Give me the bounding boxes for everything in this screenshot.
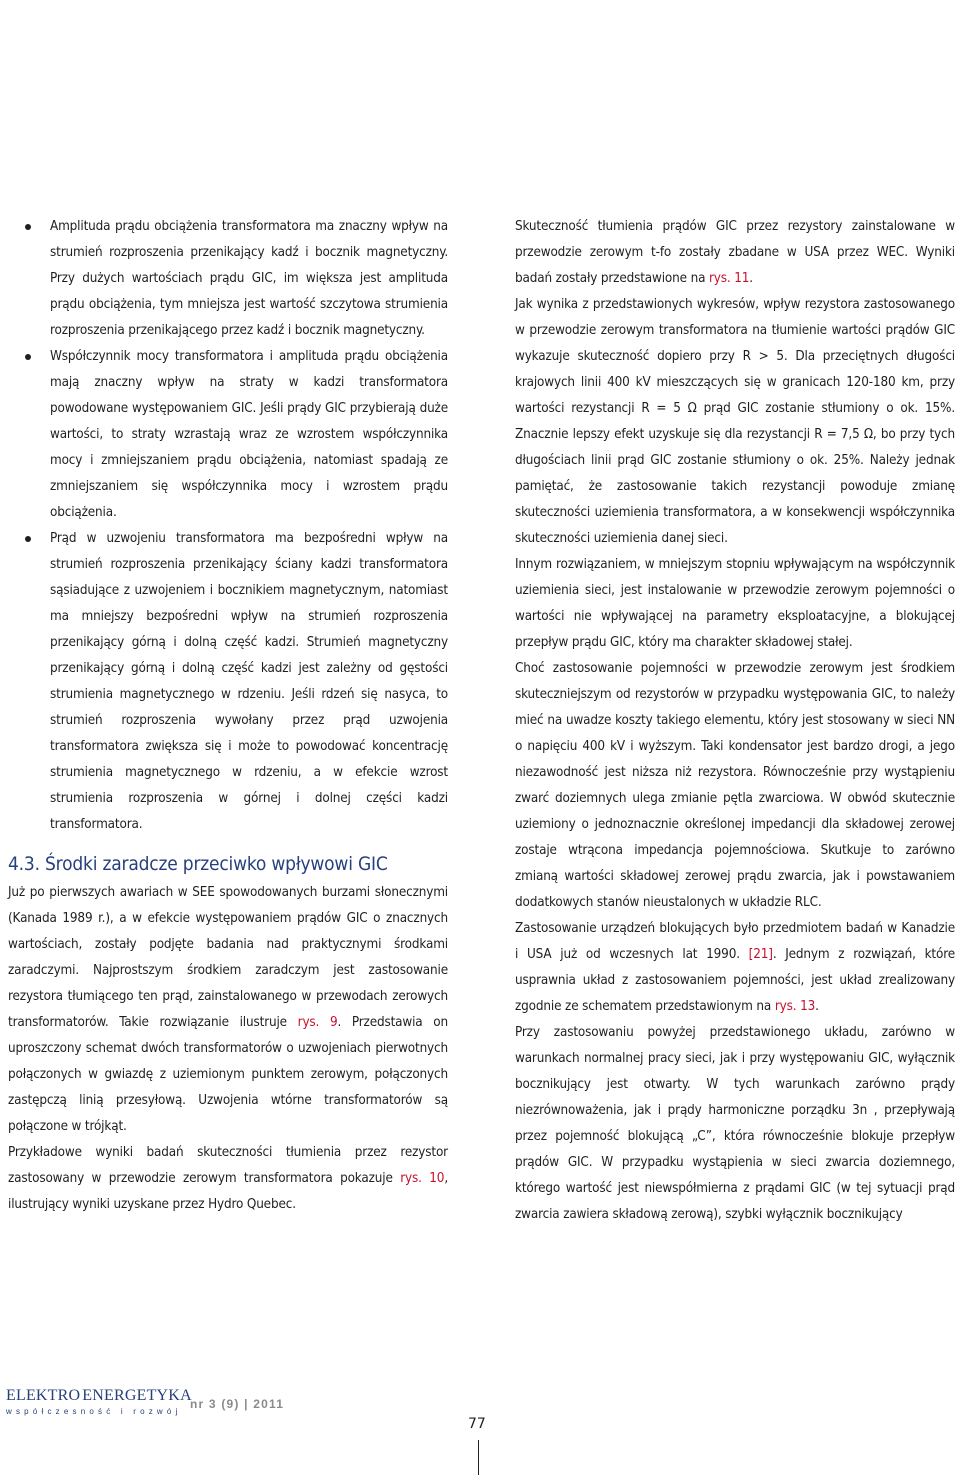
page-number-rule [478,1440,479,1475]
journal-logo [6,1387,192,1416]
logo-text-right: ENERGETYKA [82,1387,192,1404]
paragraph [8,1140,448,1218]
page-number: 77 [468,1416,486,1432]
left-column [8,214,448,1218]
paragraph-text: , ilustrujący wyniki uzyskane przez Hydro Quebec. [8,1171,449,1212]
paragraph-text: . [749,271,753,286]
logo-wordmark [6,1387,192,1405]
paragraph: Innym rozwiązaniem, w mniejszym stopniu wpływającym na współczynnik uziemienia sieci, jest instalowanie w przewodzie zerowym pojemności o wartości nie wpływającej na parametry eksploatacyjne, a blokującej przepływ prądu GIC, który ma charakter składowej stałej. [515,557,955,650]
paragraph [515,214,955,292]
figure-reference[interactable]: rys. 9 [297,1015,338,1030]
paragraph-text: Już po pierwszych awariach w SEE spowodowanych burzami słonecznymi (Kanada 1989 r.), a w efekcie występowaniem prądów GIC o znacznych wartościach, zostały podjęte badania nad praktycznymi środkami zaradczymi. Najprostszym środkiem zaradczym jest zastosowanie rezystora tłumiącego ten prąd, zainstalowanego w przewodach zerowych transformatorów. Takie rozwiązanie ilustruje [8,885,448,1030]
bullet-item: Prąd w uzwojeniu transformatora ma bezpośredni wpływ na strumień rozproszenia przenikający ściany kadzi transformatora sąsiadujące z uzwojeniem i bocznikiem magnetycznym, natomiast ma mniejszy bezpośredni wpływ na strumień rozproszenia przenikający górną i dolną część kadzi. Strumień magnetyczny przenikający górną i dolną część kadzi jest zależny od gęstości strumienia magnetycznego w rdzeniu. Jeśli rdzeń się nasyca, to strumień rozproszenia wywołany przez prąd uzwojenia transformatora zwiększa się i może to powodować koncentrację strumienia magnetycznego w rdzeniu, a w efekcie wzrost strumienia rozproszenia w górnej i dolnej części kadzi transformatora. [8,526,448,838]
paragraph: Choć zastosowanie pojemności w przewodzie zerowym jest środkiem skuteczniejszym od rezystorów w przypadku występowania GIC, to należy mieć na uwadze koszty takiego elementu, który jest stosowany w sieci NN o napięciu 400 kV i wyższym. Taki kondensator jest bardzo drogi, a jego niezawodność jest niższa niż rezystora. Równocześnie przy wystąpieniu zwarć doziemnych ulega zmianie pętla zwarciowa. W obwód skutecznie uziemiony o jednoznacznie określonej impedancji dla składowej zerowej zostaje wtrącona impedancja pojemnościowa. Skutkuje to zarówno zmianą wartości składowej zerowej prądu zwarcia, jak i powstawaniem dodatkowych stanów nieustalonych w układzie RLC. [515,661,955,910]
bullet-list [8,214,448,838]
logo-text-left: ELEKTRO [6,1387,81,1404]
issue-label: nr 3 (9) | 2011 [190,1397,285,1411]
paragraph-text: . [815,999,819,1014]
paragraph [515,916,955,1020]
citation-reference[interactable]: [21] [748,947,773,962]
paragraph: Jak wynika z przedstawionych wykresów, wpływ rezystora zastosowanego w przewodzie zerowym transformatora na tłumienie wartości prądów GIC wykazuje skuteczność dopiero przy R > 5. Dla przeciętnych długości krajowych linii 400 kV mieszczących się w granicach 120-180 km, przy wartości rezystancji R = 5 Ω prąd GIC zostanie stłumiony o ok. 15%. Znacznie lepszy efekt uzyskuje się dla rezystancji R = 7,5 Ω, bo przy tych długościach linii prąd GIC zostanie stłumiony o ok. 25%. Należy jednak pamiętać, że zastosowanie takich rezystancji powoduje zmianę skuteczności uziemienia transformatora, a w konsekwencji współczynnika skuteczności uziemienia danej sieci. [515,297,955,546]
bullet-item: Współczynnik mocy transformatora i amplituda prądu obciążenia mają znaczny wpływ na straty w kadzi transformatora powodowane występowaniem GIC. Jeśli prądy GIC przybierają duże wartości, to straty wzrastają wraz ze wzrostem współczynnika mocy i zmniejszaniem prądu obciążenia, natomiast spadają ze zmniejszaniem się współczynnika mocy i wzrostem prądu obciążenia. [8,344,448,526]
paragraph-text: . Przedstawia on uproszczony schemat dwóch transformatorów o uzwojeniach pierwotnych połączonych w gwiazdę z uziemionym punktem zerowym, połączonych zastępczą linią przesyłową. Uzwojenia wtórne transformatorów są połączone w trójkąt. [8,1015,448,1134]
paragraph-text: . Jednym z rozwiązań, które usprawnia układ z zastosowaniem pojemności, jest układ zrealizowany zgodnie ze schematem przedstawionym na [515,947,955,1014]
section-heading: 4.3. Środki zaradcze przeciwko wpływowi GIC [8,853,388,875]
paragraph: Przy zastosowaniu powyżej przedstawionego układu, zarówno w warunkach normalnej pracy sieci, jak i przy występowaniu GIC, wyłącznik bocznikujący jest otwarty. W tych warunkach zarówno prądy niezrównoważenia, jak i prądy harmoniczne porządku 3n , przepływają przez pojemność blokującą „C”, która równocześnie blokuje przepływ prądów GIC. W przypadku wystąpienia w sieci zwarcia doziemnego, którego wartość jest niewspółmierna z prądami GIC (w tej sytuacji prąd zwarcia zawiera składową zerową), szybki wyłącznik bocznikujący [515,1025,955,1222]
right-column [515,214,955,1228]
paragraph [8,880,448,1140]
figure-reference[interactable]: rys. 10 [400,1171,445,1186]
bullet-item: Amplituda prądu obciążenia transformatora ma znaczny wpływ na strumień rozproszenia przenikający kadź i bocznik magnetyczny. Przy dużych wartościach prądu GIC, im większa jest amplituda prądu obciążenia, tym mniejsza jest wartość szczytowa strumienia rozproszenia przenikającego przez kadź i bocznik magnetyczny. [8,214,448,344]
figure-reference[interactable]: rys. 13 [774,999,816,1014]
paragraph-text: Zastosowanie urządzeń blokujących było przedmiotem badań w Kanadzie i USA już od wczesnych lat 1990. [515,921,955,962]
paragraph-text: Skuteczność tłumienia prądów GIC przez rezystory zainstalowane w przewodzie zerowym t-fo zostały zbadane w USA przez WEC. Wyniki badań zostały przedstawione na [515,219,955,286]
figure-reference[interactable]: rys. 11 [708,271,750,286]
paragraph-text: Przykładowe wyniki badań skuteczności tłumienia przez rezystor zastosowany w przewodzie zerowym transformatora pokazuje [8,1145,448,1186]
logo-tagline: współczesność i rozwój [6,1407,182,1416]
